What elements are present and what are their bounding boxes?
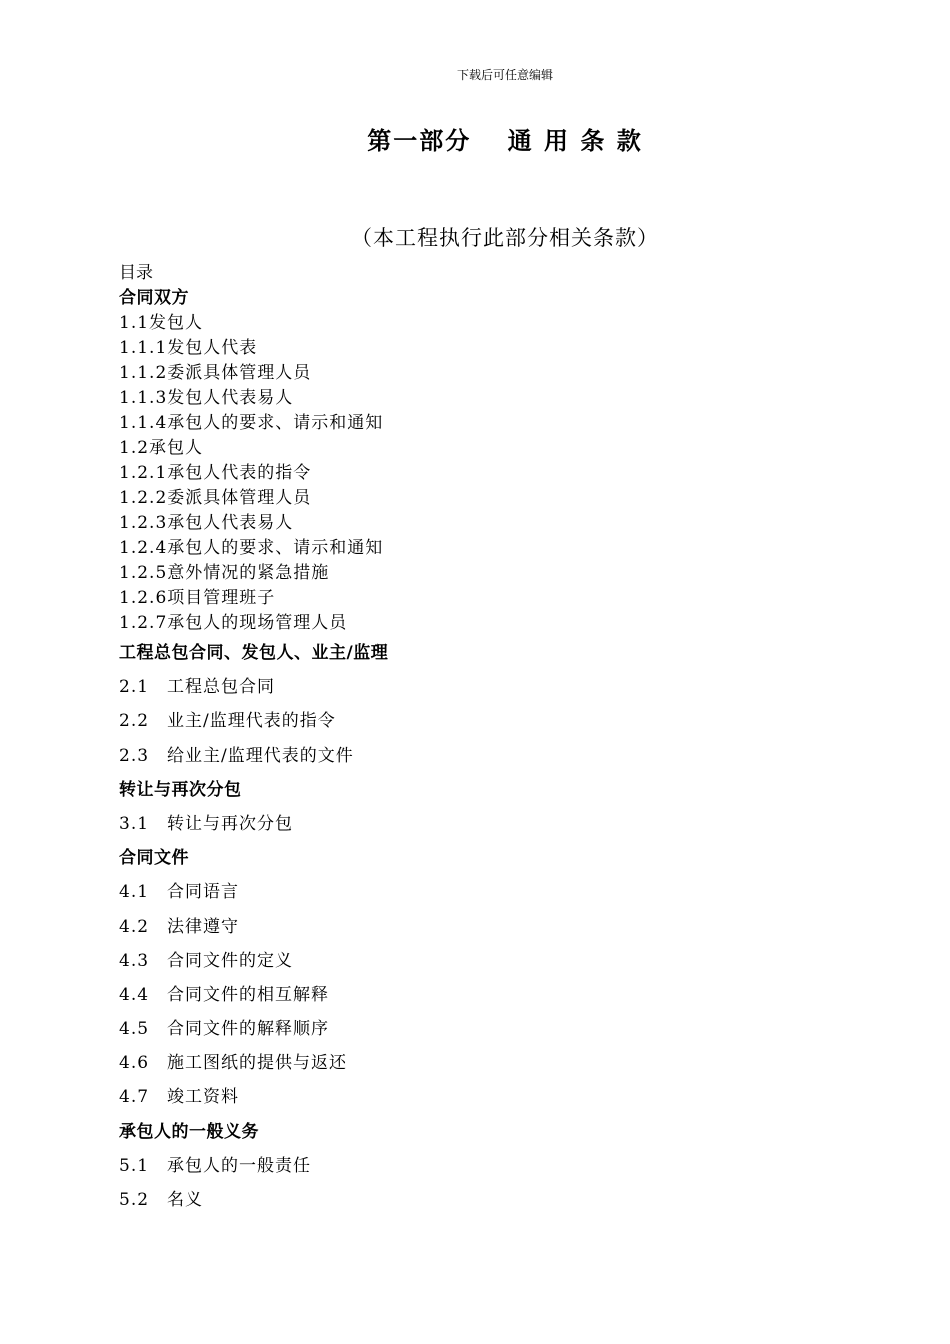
toc-entry: 1.2.1承包人代表的指令	[119, 463, 312, 483]
toc-entry-title: 法律遵守	[167, 916, 239, 937]
toc-entry	[119, 944, 879, 978]
toc-entry: 1.2.3承包人代表易人	[119, 513, 294, 533]
toc-entry-title: 给业主/监理代表的文件	[167, 745, 354, 766]
toc-entry: 1.2.4承包人的要求、请示和通知	[119, 538, 384, 558]
toc-entry-number: 4.3	[119, 950, 150, 971]
table-of-contents	[119, 261, 879, 1217]
toc-entry-title: 名义	[167, 1190, 203, 1210]
toc-entry: 1.1.4承包人的要求、请示和通知	[119, 413, 384, 433]
toc-entry	[119, 704, 879, 738]
toc-entry-number: 2.1	[119, 677, 150, 698]
toc-entry: 1.2.6项目管理班子	[119, 588, 276, 608]
toc-entry-number: 4.7	[119, 1087, 150, 1108]
toc-entry: 1.1.1发包人代表	[119, 338, 258, 358]
toc-section-heading: 合同双方	[119, 288, 189, 308]
toc-entry-title: 竣工资料	[167, 1087, 239, 1108]
page-subtitle: （本工程执行此部分相关条款）	[351, 226, 659, 250]
toc-entry	[119, 739, 879, 773]
toc-entry: 1.2.2委派具体管理人员	[119, 488, 312, 508]
page-title: 第一部分 通 用 条 款	[367, 126, 643, 155]
toc-entry: 1.1.2委派具体管理人员	[119, 363, 312, 383]
toc-entry: 1.2.7承包人的现场管理人员	[119, 613, 348, 633]
toc-entry-number: 5.1	[119, 1155, 150, 1176]
toc-entry-number: 4.5	[119, 1019, 150, 1040]
toc-entry	[119, 807, 879, 841]
toc-entry	[119, 670, 879, 704]
toc-entry	[119, 1149, 879, 1183]
toc-entry	[119, 875, 879, 909]
toc-section-heading: 转让与再次分包	[119, 779, 242, 800]
toc-entry: 1.2承包人	[119, 438, 204, 458]
toc-dense-list	[119, 286, 879, 636]
toc-entry-number: 5.2	[119, 1190, 150, 1210]
toc-entry-title: 业主/监理代表的指令	[167, 711, 336, 732]
toc-entry-number: 4.2	[119, 916, 150, 937]
header-note: 下载后可任意编辑	[456, 68, 553, 82]
toc-entry: 1.1.3发包人代表易人	[119, 388, 294, 408]
toc-label: 目录	[119, 263, 153, 283]
toc-entry-title: 转让与再次分包	[167, 813, 293, 834]
toc-section-heading: 合同文件	[119, 848, 189, 869]
toc-entry-number: 3.1	[119, 813, 150, 834]
toc-entry-title: 合同文件的解释顺序	[167, 1019, 329, 1040]
toc-entry-title: 承包人的一般责任	[167, 1155, 311, 1176]
toc-entry-title: 合同语言	[167, 882, 239, 903]
toc-entry	[119, 1046, 879, 1080]
toc-entry	[119, 1080, 879, 1114]
toc-section-heading: 工程总包合同、发包人、业主/监理	[119, 643, 389, 663]
toc-entry-number: 4.4	[119, 984, 150, 1005]
toc-entry-number: 2.2	[119, 711, 150, 732]
toc-entry-title: 合同文件的相互解释	[167, 984, 329, 1005]
toc-entry	[119, 1012, 879, 1046]
toc-entry-title: 合同文件的定义	[167, 950, 293, 971]
toc-entry-number: 4.6	[119, 1053, 150, 1074]
toc-entry-number: 2.3	[119, 745, 150, 766]
toc-entry: 1.1发包人	[119, 313, 204, 333]
toc-spaced-list	[119, 636, 879, 1217]
toc-section-heading: 承包人的一般义务	[119, 1121, 259, 1142]
toc-entry-title: 施工图纸的提供与返还	[167, 1053, 347, 1074]
toc-entry: 1.2.5意外情况的紧急措施	[119, 563, 330, 583]
toc-entry-title: 工程总包合同	[167, 677, 275, 698]
toc-entry-number: 4.1	[119, 882, 150, 903]
toc-entry	[119, 978, 879, 1012]
toc-entry	[119, 910, 879, 944]
toc-entry	[119, 1183, 879, 1217]
